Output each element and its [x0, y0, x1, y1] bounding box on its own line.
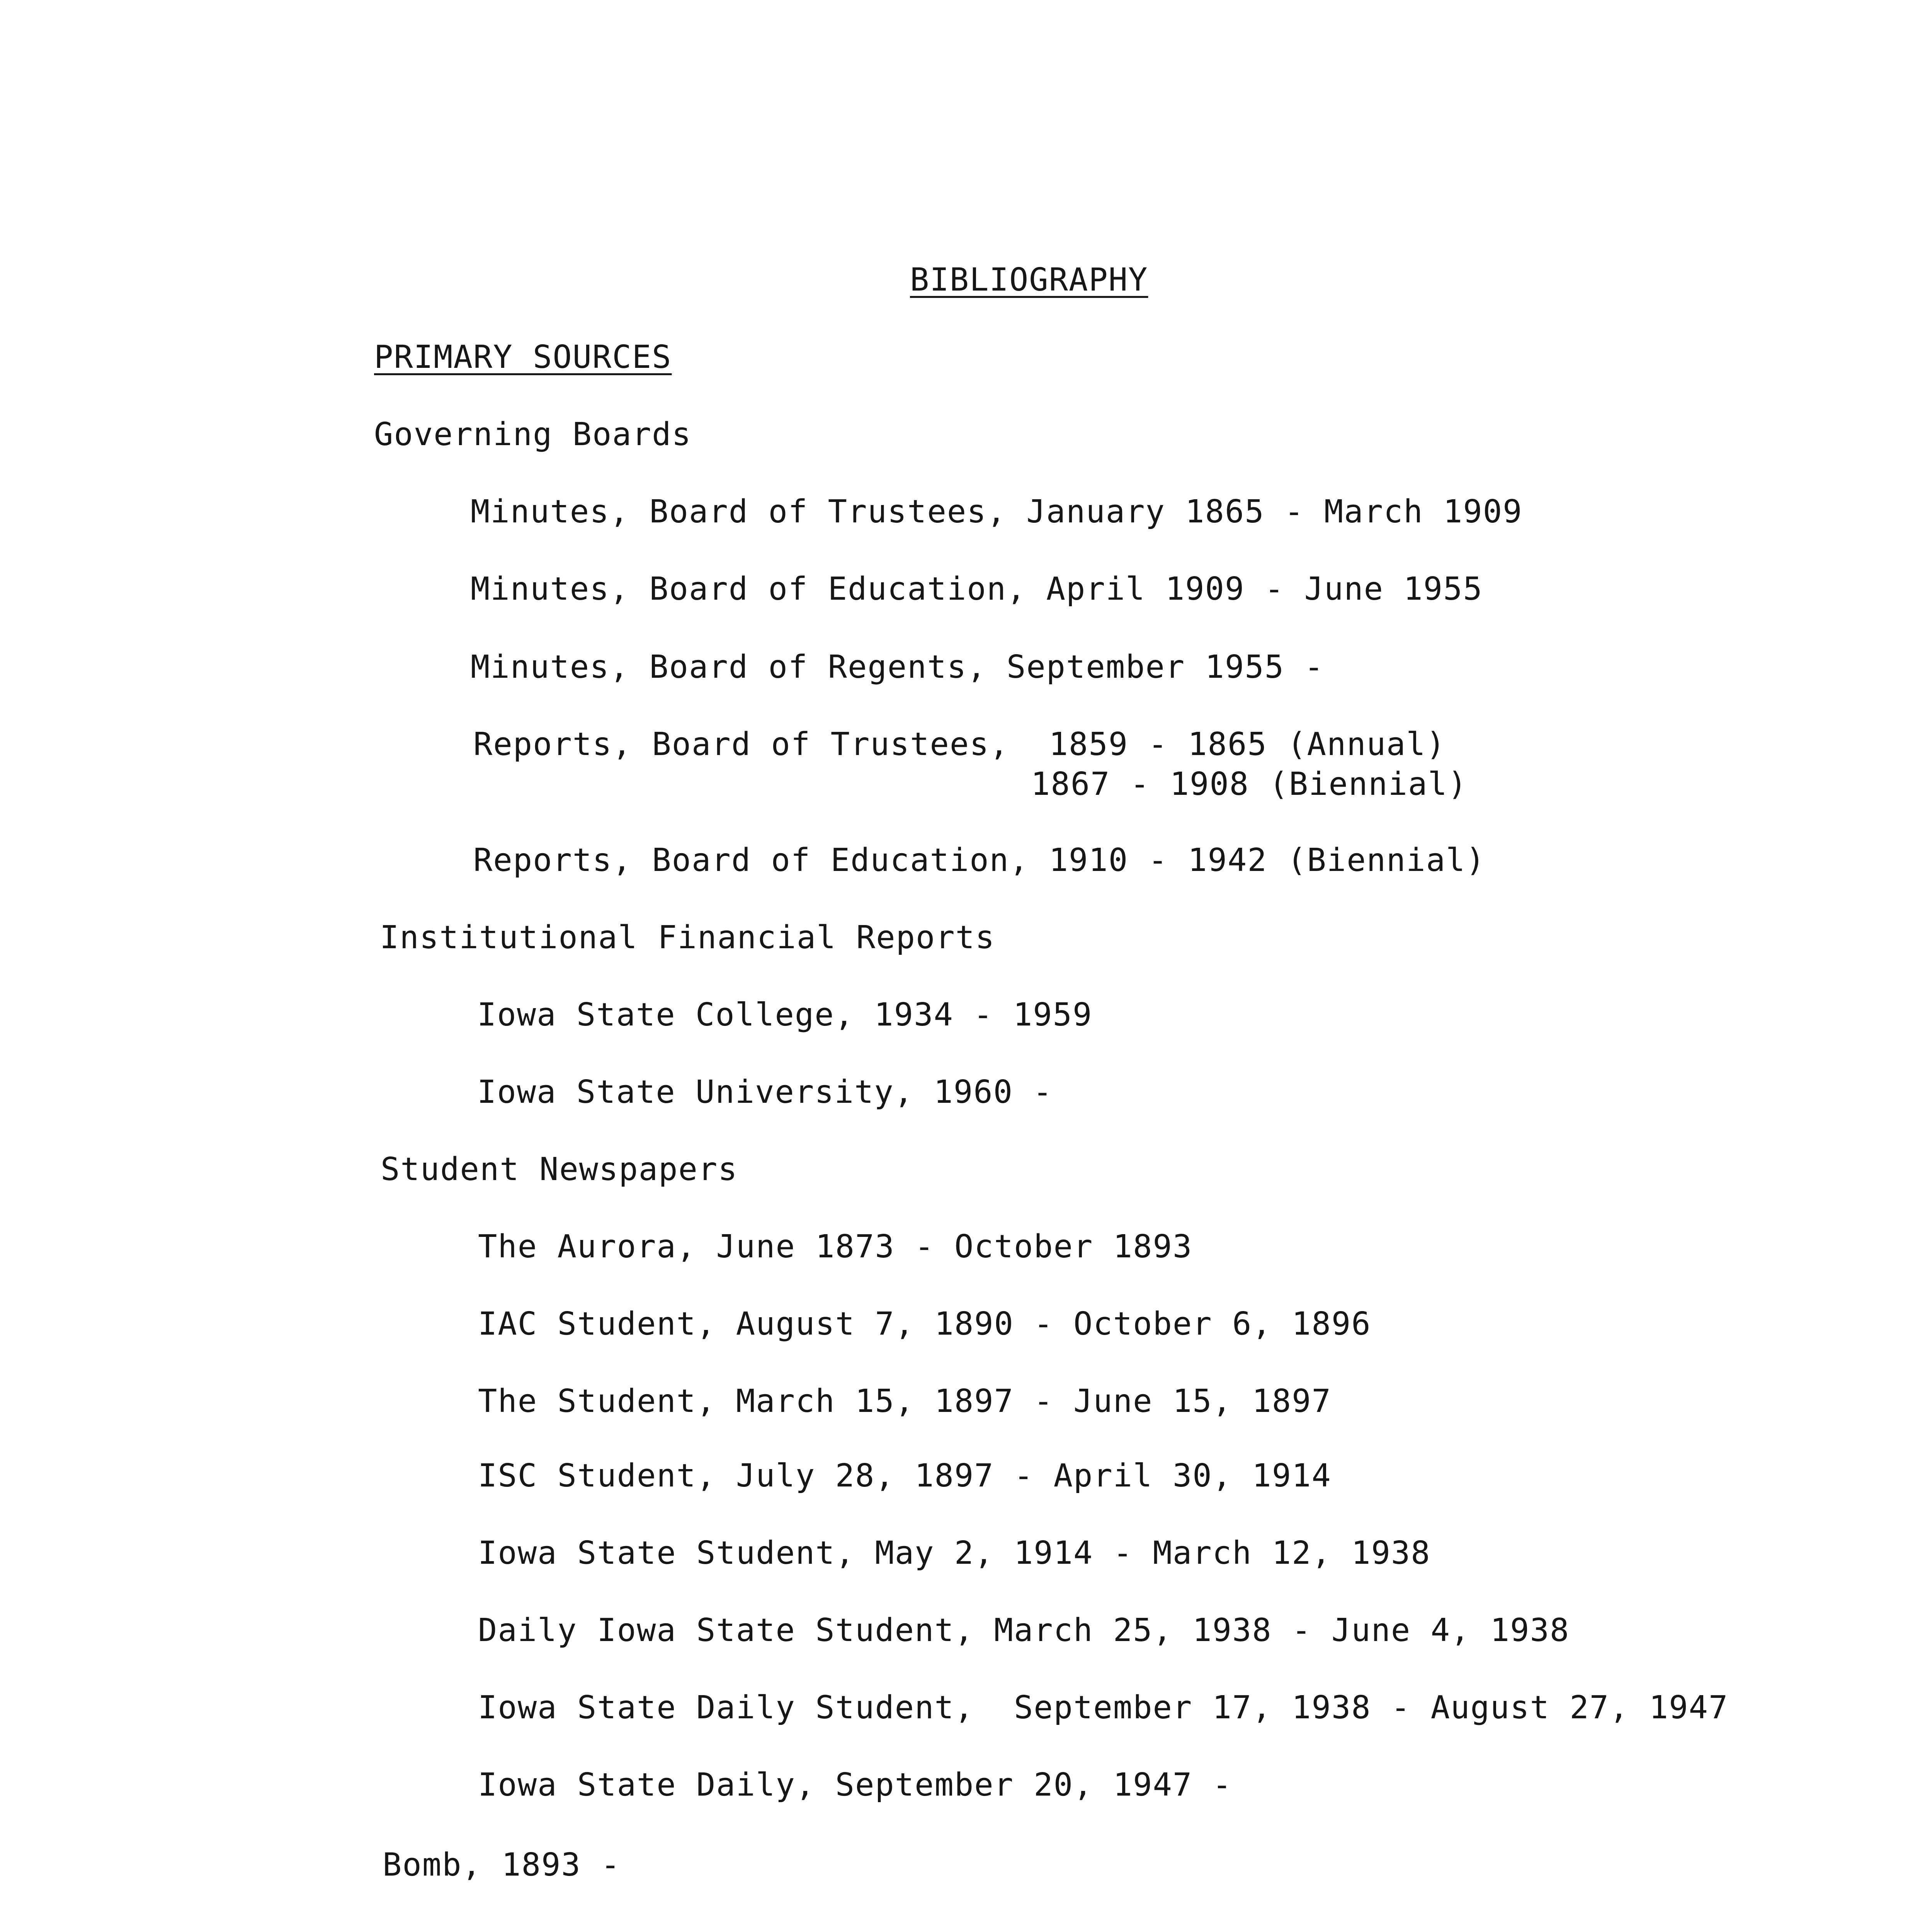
group-heading-governing-boards: Governing Boards: [374, 416, 692, 453]
entry-reports-education: Reports, Board of Education, 1910 - 1942 (Biennial): [473, 842, 1486, 879]
entry-minutes-education: Minutes, Board of Education, April 1909 - June 1955: [471, 571, 1483, 607]
entry-reports-trustees-continued: 1867 - 1908 (Biennial): [1031, 766, 1468, 803]
entry-minutes-trustees: Minutes, Board of Trustees, January 1865 - March 1909: [471, 493, 1523, 530]
entry-iowa-state-college: Iowa State College, 1934 - 1959: [477, 997, 1093, 1033]
entry-the-aurora: The Aurora, June 1873 - October 1893: [478, 1228, 1193, 1265]
entry-isc-student: ISC Student, July 28, 1897 - April 30, 1914: [478, 1458, 1332, 1494]
entry-iac-student: IAC Student, August 7, 1890 - October 6, 1896: [478, 1306, 1371, 1342]
entry-bomb: Bomb, 1893 -: [383, 1847, 621, 1883]
entry-minutes-regents: Minutes, Board of Regents, September 1955 -: [471, 649, 1324, 685]
section-heading: PRIMARY SOURCES: [374, 339, 672, 376]
entry-daily-iowa-state-student: Daily Iowa State Student, March 25, 1938 - June 4, 1938: [478, 1612, 1570, 1649]
entry-iowa-state-daily-student: Iowa State Daily Student, September 17, 1938 - August 27, 1947: [478, 1689, 1729, 1726]
page-title: BIBLIOGRAPHY: [910, 262, 1148, 298]
group-heading-financial-reports: Institutional Financial Reports: [380, 919, 995, 956]
entry-reports-trustees: Reports, Board of Trustees, 1859 - 1865 (Annual): [473, 726, 1446, 763]
entry-iowa-state-daily: Iowa State Daily, September 20, 1947 -: [478, 1767, 1232, 1803]
group-heading-student-newspapers: Student Newspapers: [381, 1151, 738, 1188]
entry-iowa-state-university: Iowa State University, 1960 -: [477, 1074, 1053, 1111]
entry-the-student: The Student, March 15, 1897 - June 15, 1897: [478, 1383, 1332, 1420]
entry-iowa-state-student: Iowa State Student, May 2, 1914 - March 12, 1938: [478, 1535, 1431, 1571]
